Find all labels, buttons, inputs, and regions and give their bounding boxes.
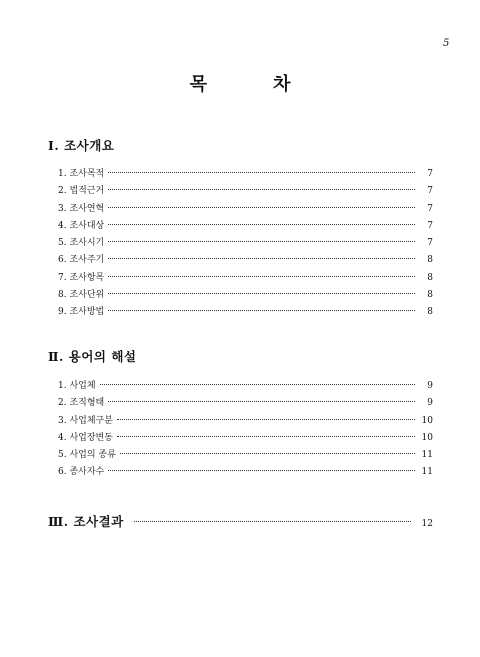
toc-item-page: 7 xyxy=(427,186,433,197)
dot-leader xyxy=(108,189,415,190)
toc-item[interactable] xyxy=(48,235,433,252)
dot-leader xyxy=(117,436,415,437)
toc-item-page: 7 xyxy=(427,203,433,214)
dot-leader xyxy=(108,276,415,277)
toc-item-page: 7 xyxy=(427,238,433,249)
toc-item[interactable] xyxy=(48,270,433,287)
toc-item-label: 1. 조사목적 xyxy=(58,169,105,179)
toc-item-label: 3. 조사연혁 xyxy=(58,203,105,214)
toc-item[interactable] xyxy=(48,304,433,321)
toc-item[interactable] xyxy=(48,395,433,412)
section-numeral: Ⅲ. xyxy=(48,514,69,529)
section-heading xyxy=(48,349,433,364)
toc-item[interactable] xyxy=(48,166,433,183)
toc-list xyxy=(48,166,433,322)
toc-item-label: 5. 조사시기 xyxy=(58,238,105,249)
toc-item-label: 2. 조직형태 xyxy=(58,398,105,409)
toc-item[interactable] xyxy=(48,413,433,430)
dot-leader xyxy=(100,384,415,385)
toc-item-label: 9. 조사방법 xyxy=(58,307,105,318)
toc-item[interactable] xyxy=(48,464,433,481)
dot-leader xyxy=(120,453,415,454)
dot-leader xyxy=(108,310,415,311)
section-heading xyxy=(48,512,124,530)
dot-leader xyxy=(108,470,415,471)
section-title: 조사개요 xyxy=(64,138,115,153)
toc-item-label: 7. 조사항목 xyxy=(58,272,105,283)
dot-leader xyxy=(108,293,415,294)
toc-item[interactable] xyxy=(48,287,433,304)
page-title xyxy=(0,70,480,96)
toc-item[interactable] xyxy=(48,430,433,447)
toc-item-label: 3. 사업체구분 xyxy=(58,415,113,426)
page-number: 5 xyxy=(443,38,450,49)
section-numeral: Ⅱ. xyxy=(48,349,64,364)
section-heading xyxy=(48,138,433,153)
dot-leader xyxy=(108,241,415,242)
toc-section-1 xyxy=(48,138,433,322)
toc-item-page: 11 xyxy=(421,450,433,461)
toc-item-label: 1. 사업체 xyxy=(58,381,96,391)
toc-item[interactable] xyxy=(48,218,433,235)
toc-item-page: 9 xyxy=(427,381,433,391)
toc-item-page: 10 xyxy=(421,415,433,426)
toc-item[interactable] xyxy=(48,447,433,464)
toc-section-3[interactable] xyxy=(48,512,433,530)
toc-item-label: 6. 조사주기 xyxy=(58,255,105,266)
section-numeral: Ⅰ. xyxy=(48,138,60,153)
toc-item-page: 8 xyxy=(427,255,433,266)
dot-leader xyxy=(108,224,415,225)
toc-item-label: 4. 사업장변동 xyxy=(58,432,113,443)
toc-item-page: 8 xyxy=(427,290,433,301)
toc-list xyxy=(48,378,433,482)
section-page: 12 xyxy=(421,519,433,529)
dot-leader xyxy=(117,419,415,420)
toc-item-page: 8 xyxy=(427,307,433,318)
toc-item-page: 8 xyxy=(427,272,433,283)
section-title: 조사결과 xyxy=(73,514,124,529)
page-title-left: 목 xyxy=(189,74,207,95)
dot-leader xyxy=(108,401,415,402)
page-title-right: 차 xyxy=(273,74,291,95)
toc-item-label: 2. 법적근거 xyxy=(58,186,105,197)
toc-item-page: 7 xyxy=(427,220,433,231)
toc-item-label: 5. 사업의 종류 xyxy=(58,450,116,461)
toc-item[interactable] xyxy=(48,183,433,200)
dot-leader xyxy=(134,521,411,522)
toc-item-page: 7 xyxy=(427,169,433,179)
toc-item[interactable] xyxy=(48,252,433,269)
toc-item-page: 10 xyxy=(421,432,433,443)
toc-section-2 xyxy=(48,349,433,482)
dot-leader xyxy=(108,172,415,173)
section-title: 용어의 해설 xyxy=(68,349,137,364)
dot-leader xyxy=(108,258,415,259)
dot-leader xyxy=(108,207,415,208)
toc-item-page: 11 xyxy=(421,467,433,478)
toc-item-label: 4. 조사대상 xyxy=(58,220,105,231)
toc-item[interactable] xyxy=(48,201,433,218)
toc-item-page: 9 xyxy=(427,398,433,409)
toc-item[interactable] xyxy=(48,378,433,395)
toc-item-label: 8. 조사단위 xyxy=(58,290,105,301)
toc-item-label: 6. 종사자수 xyxy=(58,467,105,478)
